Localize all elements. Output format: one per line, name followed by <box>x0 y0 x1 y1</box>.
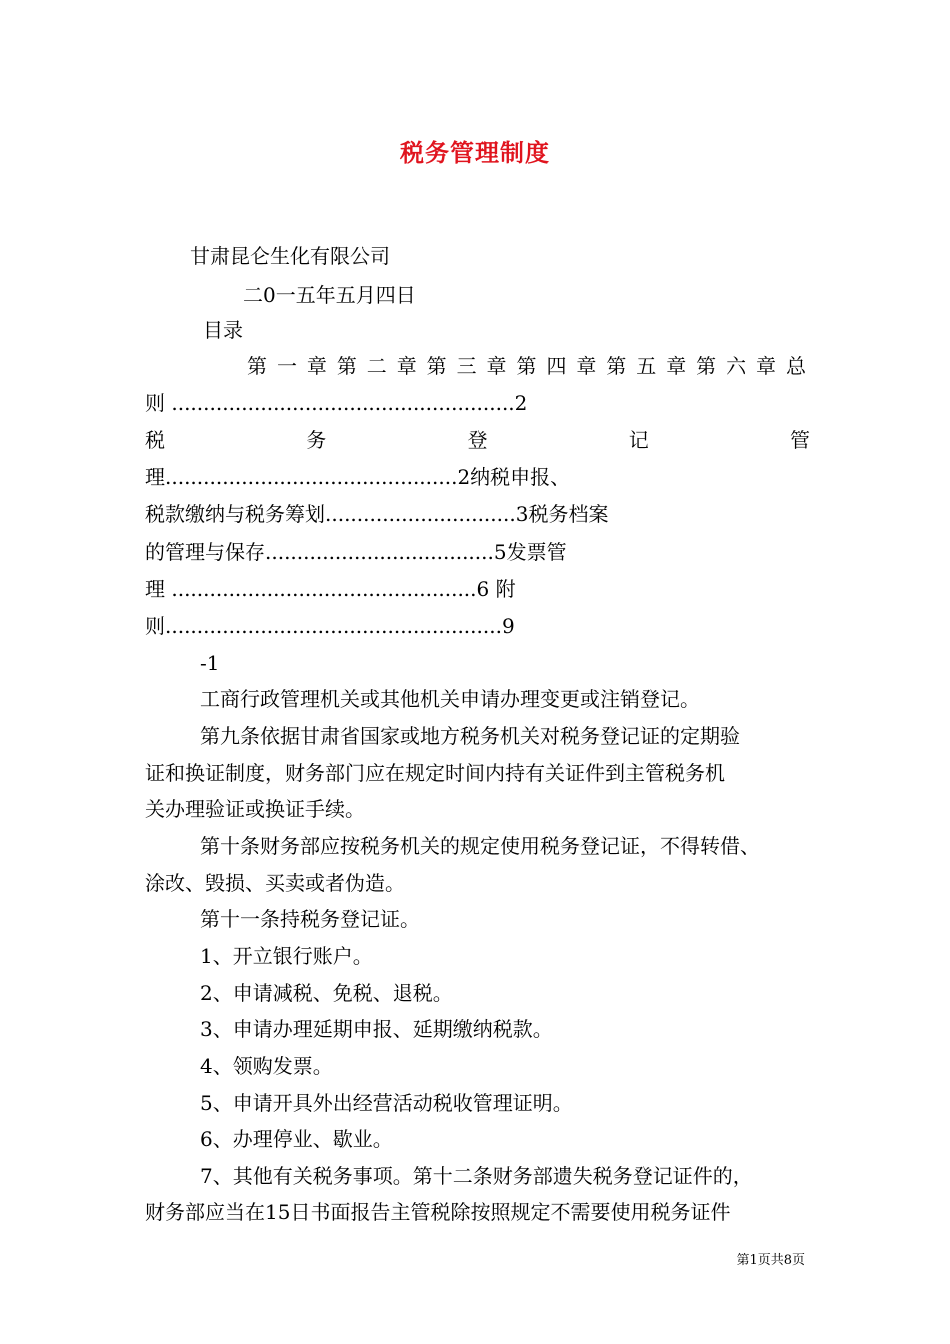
toc-line: 税款缴纳与税务筹划..............................3税务档案 <box>145 502 609 526</box>
toc-line: 的管理与保存....................................5发票管 <box>145 540 567 564</box>
list-item: 3、申请办理延期申报、延期缴纳税款。 <box>200 1017 553 1041</box>
body-paragraph-line: 关办理验证或换证手续。 <box>145 797 365 821</box>
list-item: 6、办理停业、歇业。 <box>200 1127 393 1151</box>
toc-line: 理 ................................................6 附 <box>145 577 516 601</box>
body-paragraph-line: 工商行政管理机关或其他机关申请办理变更或注销登记。 <box>200 687 700 711</box>
toc-line: 则.....................................................9 <box>145 614 515 638</box>
document-date: 二0一五年五月四日 <box>243 283 416 307</box>
document-title: 税务管理制度 <box>400 138 550 167</box>
company-name: 甘肃昆仑生化有限公司 <box>190 244 390 268</box>
toc-heading: 目录 <box>203 318 243 342</box>
toc-line: 则 ......................................................2 <box>145 391 528 415</box>
toc-line: -1 <box>200 651 220 675</box>
body-paragraph-line: 财务部应当在15日书面报告主管税除按照规定不需要使用税务证件 <box>145 1200 731 1224</box>
toc-line: 第一章第二章第三章第四章第五章第六章总 <box>247 354 806 378</box>
body-paragraph-line: 第九条依据甘肃省国家或地方税务机关对税务登记证的定期验 <box>200 724 740 748</box>
list-item: 2、申请减税、免税、退税。 <box>200 981 453 1005</box>
list-item: 5、申请开具外出经营活动税收管理证明。 <box>200 1091 573 1115</box>
body-paragraph-line: 涂改、毁损、买卖或者伪造。 <box>145 871 405 895</box>
body-paragraph-line: 第十一条持税务登记证。 <box>200 907 420 931</box>
list-item: 4、领购发票。 <box>200 1054 333 1078</box>
list-item: 1、开立银行账户。 <box>200 944 373 968</box>
body-paragraph-line: 证和换证制度，财务部门应在规定时间内持有关证件到主管税务机 <box>145 761 725 785</box>
body-paragraph-line: 第十条财务部应按税务机关的规定使用税务登记证，不得转借、 <box>200 834 760 858</box>
toc-line: 理..............................................2纳税申报、 <box>145 465 571 489</box>
page-number-footer: 第1页共8页 <box>736 1253 805 1268</box>
toc-line: 税务登记管 <box>145 428 810 452</box>
list-item: 7、其他有关税务事项。第十二条财务部遗失税务登记证件的， <box>200 1164 753 1188</box>
